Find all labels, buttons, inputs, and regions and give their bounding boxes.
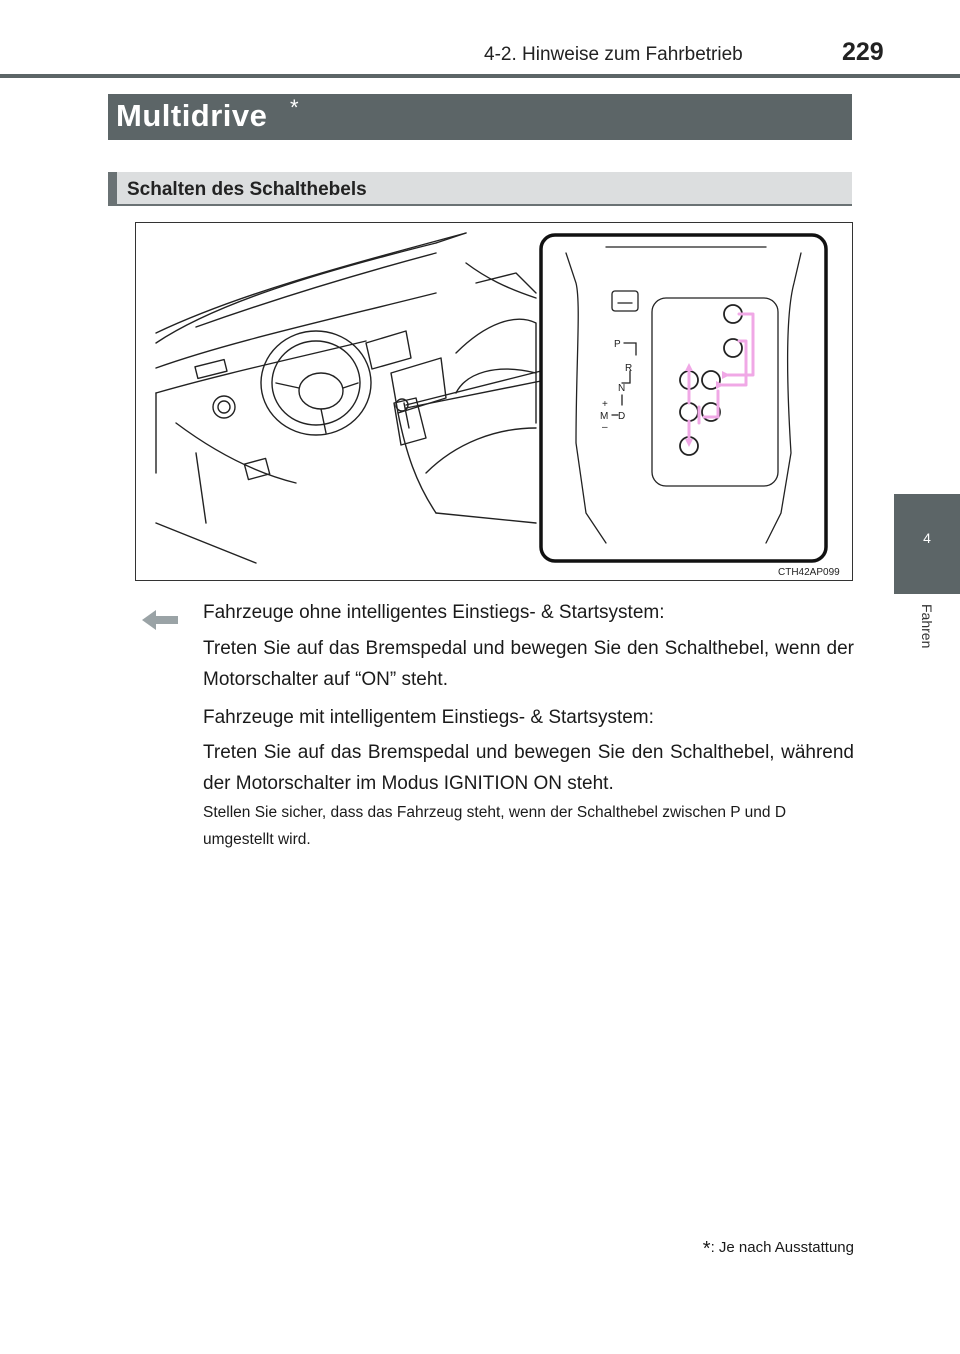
figure-code: CTH42AP099 xyxy=(778,567,840,578)
gate-label-m: M xyxy=(600,411,609,422)
note-text: Stellen Sie sicher, dass das Fahrzeug steht, wenn der Schalthebel zwischen P und D umgestellt wird. xyxy=(203,804,787,848)
car-interior-drawing xyxy=(136,223,852,580)
footnote-text: : Je nach Ausstattung xyxy=(710,1239,854,1256)
item2-heading: Fahrzeuge mit intelligentem Einstiegs- & Startsystem: xyxy=(203,707,654,728)
arrow-left-icon xyxy=(142,610,178,630)
footnote-asterisk: * xyxy=(702,1238,711,1260)
item1-text: Treten Sie auf das Bremspedal und bewegen Sie den Schalthebel, wenn der Motorschalter auf “ON” steht. xyxy=(203,638,854,690)
page-number: 229 xyxy=(842,38,884,66)
header-rule xyxy=(0,74,960,78)
footnote xyxy=(590,1238,854,1261)
subsection-title: Schalten des Schalthebels xyxy=(127,179,367,200)
gate-label-r: R xyxy=(625,363,633,374)
chapter-label: Fahren xyxy=(919,604,935,649)
gate-label-d: D xyxy=(618,411,626,422)
chapter-number: 4 xyxy=(923,530,931,546)
section-title: Multidrive xyxy=(116,98,268,133)
item1-heading: Fahrzeuge ohne intelligentes Einstiegs- & Startsystem: xyxy=(203,602,665,623)
shift-lever-illustration xyxy=(135,222,853,581)
item2-text: Treten Sie auf das Bremspedal und bewegen Sie den Schalthebel, während der Motorschalter im Modus IGNITION ON steht. xyxy=(203,742,854,794)
gate-label-n: N xyxy=(618,383,626,394)
running-header-section: 4-2. Hinweise zum Fahrbetrieb xyxy=(484,44,743,65)
subsection-marker xyxy=(108,172,117,206)
gate-label-plus: + xyxy=(602,399,608,410)
gate-label-minus: – xyxy=(602,422,608,433)
gate-label-p: P xyxy=(614,339,621,350)
section-title-asterisk: * xyxy=(290,95,299,120)
